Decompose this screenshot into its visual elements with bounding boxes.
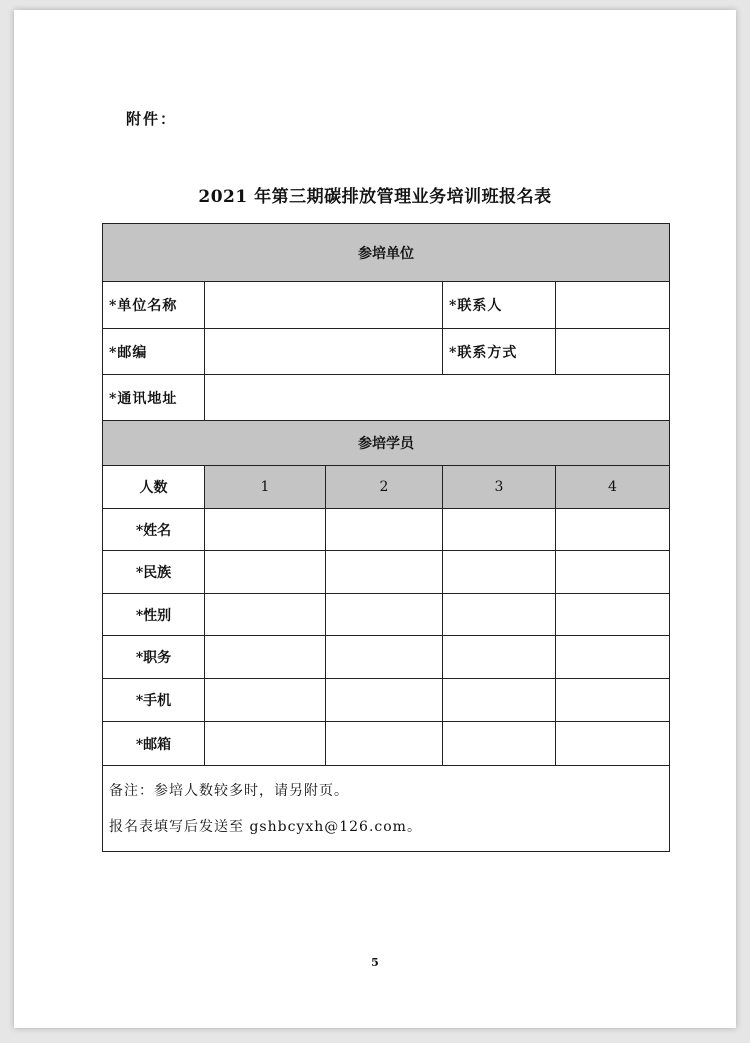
trainee-cell[interactable] [443,679,556,722]
trainee-cell[interactable] [326,551,443,594]
trainee-cell[interactable] [205,722,326,766]
trainee-cell[interactable] [556,636,670,679]
trainee-cell[interactable] [326,636,443,679]
trainee-cell[interactable] [326,679,443,722]
trainee-cell[interactable] [205,594,326,636]
address-field[interactable] [205,375,670,421]
trainee-cell[interactable] [205,636,326,679]
trainee-cell[interactable] [443,636,556,679]
trainee-cell[interactable] [556,594,670,636]
registration-form-table [102,223,670,852]
trainee-cell[interactable] [205,509,326,551]
trainee-cell[interactable] [556,722,670,766]
trainee-cell[interactable] [443,594,556,636]
trainee-cell[interactable] [205,679,326,722]
trainee-cell[interactable] [326,722,443,766]
contact-person-field[interactable] [556,282,670,329]
unit-section-header: 参培单位 [103,224,670,282]
row-label-ethnicity: *民族 [103,551,205,594]
trainee-cell[interactable] [443,722,556,766]
document-page [14,10,736,1028]
notes-cell [103,766,670,852]
address-label: *通讯地址 [103,375,205,421]
trainee-cell[interactable] [326,594,443,636]
count-label: 人数 [103,466,205,509]
trainee-cell[interactable] [443,509,556,551]
row-label-gender: *性别 [103,594,205,636]
unit-name-label: *单位名称 [103,282,205,329]
page-number: 5 [371,956,379,969]
attachment-label: 附件： [126,110,178,128]
trainee-cell[interactable] [556,509,670,551]
trainee-column-header: 1 [205,466,326,509]
trainee-column-header: 3 [443,466,556,509]
trainee-cell[interactable] [556,551,670,594]
row-label-email: *邮箱 [103,722,205,766]
postcode-field[interactable] [205,329,443,375]
unit-name-field[interactable] [205,282,443,329]
trainee-cell[interactable] [556,679,670,722]
contact-person-label: *联系人 [443,282,556,329]
trainee-cell[interactable] [205,551,326,594]
row-label-position: *职务 [103,636,205,679]
form-title: 2021 年第三期碳排放管理业务培训班报名表 [198,187,552,207]
trainee-cell[interactable] [443,551,556,594]
row-label-mobile: *手机 [103,679,205,722]
trainee-column-header: 4 [556,466,670,509]
contact-method-label: *联系方式 [443,329,556,375]
trainee-section-header: 参培学员 [103,421,670,466]
postcode-label: *邮编 [103,329,205,375]
trainee-column-header: 2 [326,466,443,509]
note-extra-pages: 备注：参培人数较多时，请另附页。 [109,782,349,799]
trainee-cell[interactable] [326,509,443,551]
contact-method-field[interactable] [556,329,670,375]
note-submit-email: 报名表填写后发送至 gshbcyxh@126.com。 [109,818,422,835]
row-label-name: *姓名 [103,509,205,551]
